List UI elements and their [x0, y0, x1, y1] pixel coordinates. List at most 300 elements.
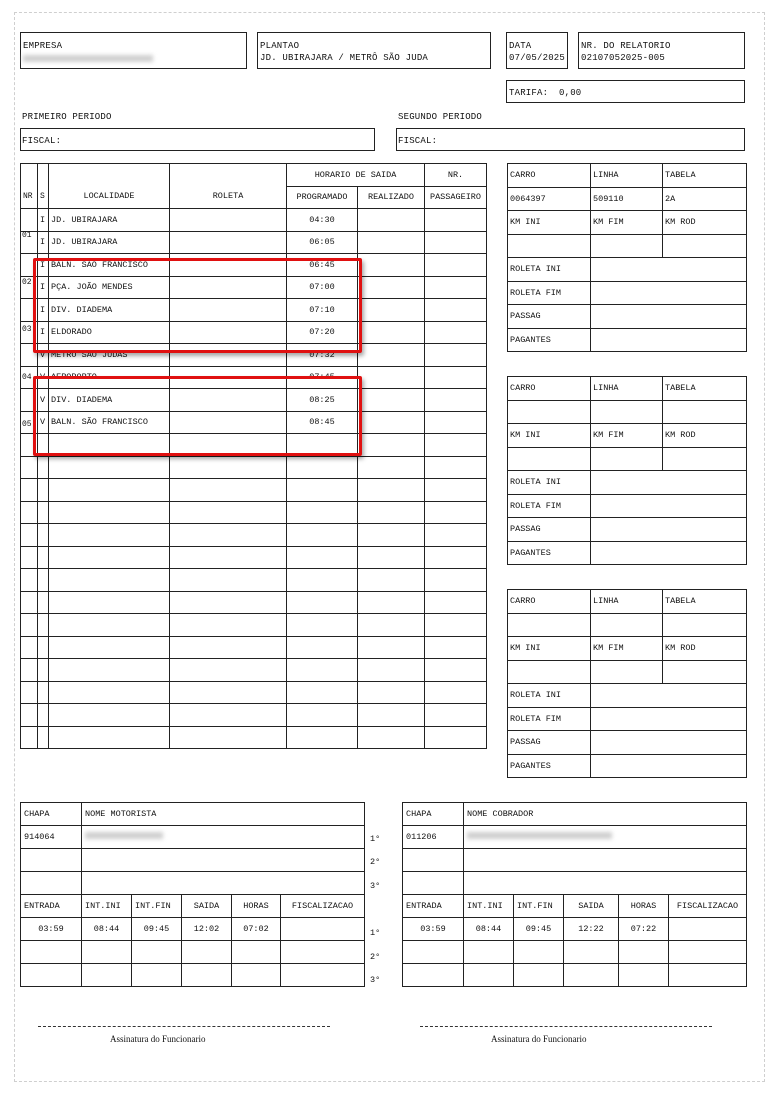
row-programado: 07:32 [287, 344, 358, 367]
table-row [21, 501, 487, 524]
row-passageiro [425, 636, 487, 659]
km-rod-label: KM ROD [663, 424, 747, 448]
vehicle-panel-2 [507, 376, 747, 565]
row-localidade: JD. UBIRAJARA [49, 209, 170, 232]
signature-label-1: Assinatura do Funcionario [110, 1034, 206, 1044]
row-realizado [358, 344, 425, 367]
row-nr [21, 591, 38, 614]
linha-label: LINHA [591, 377, 663, 401]
mot-intfin: 09:45 [132, 918, 182, 941]
nr-label: 02 [22, 278, 32, 287]
row-localidade [49, 659, 170, 682]
data-label: DATA [509, 41, 532, 51]
table-row [21, 254, 487, 277]
row-localidade: BALN. SÃO FRANCISCO [49, 411, 170, 434]
table-row [21, 411, 487, 434]
row-realizado [358, 456, 425, 479]
row-passageiro [425, 704, 487, 727]
empresa-redacted [23, 55, 153, 62]
fiscal2-box [396, 128, 745, 151]
row-roleta [170, 434, 287, 457]
row-programado [287, 569, 358, 592]
row-nr [21, 546, 38, 569]
tabela-value: 2A [663, 187, 747, 211]
row-nr [21, 659, 38, 682]
km-ini-label: KM INI [508, 211, 591, 235]
motorista-table [20, 802, 365, 987]
cobrador-nome-redacted [467, 832, 612, 839]
row-programado [287, 479, 358, 502]
plantao-value: JD. UBIRAJARA / METRÔ SÃO JUDA [260, 53, 429, 63]
ordinal-label: 2° [370, 952, 381, 962]
fiscal1-label: FISCAL: [22, 136, 62, 146]
row-programado [287, 659, 358, 682]
timetable [20, 163, 487, 749]
row-sentido: V [38, 389, 49, 412]
row-realizado [358, 569, 425, 592]
row-programado [287, 524, 358, 547]
row-roleta [170, 299, 287, 322]
fiscal1-box [20, 128, 375, 151]
row-programado [287, 636, 358, 659]
row-sentido [38, 681, 49, 704]
row-roleta [170, 479, 287, 502]
ordinal-label: 1° [370, 834, 381, 844]
roleta-ini-label: ROLETA INI [508, 258, 591, 282]
row-localidade [49, 704, 170, 727]
row-programado: 08:25 [287, 389, 358, 412]
row-realizado [358, 501, 425, 524]
row-programado [287, 681, 358, 704]
table-row [21, 434, 487, 457]
row-sentido: I [38, 254, 49, 277]
row-nr [21, 479, 38, 502]
row-roleta [170, 411, 287, 434]
row-sentido: V [38, 366, 49, 389]
motorista-nome-redacted [85, 832, 163, 839]
header-realizado: REALIZADO [358, 186, 425, 209]
row-passageiro [425, 209, 487, 232]
row-nr [21, 254, 38, 277]
row-passageiro [425, 681, 487, 704]
row-localidade [49, 636, 170, 659]
nr-label: 04 [22, 373, 32, 382]
row-sentido: I [38, 299, 49, 322]
chapa-label: CHAPA [21, 803, 82, 826]
row-passageiro [425, 389, 487, 412]
table-row [21, 681, 487, 704]
row-sentido: I [38, 231, 49, 254]
passag-label: PASSAG [508, 518, 591, 542]
row-nr [21, 614, 38, 637]
row-sentido [38, 659, 49, 682]
row-nr [21, 681, 38, 704]
row-roleta [170, 344, 287, 367]
row-sentido: V [38, 344, 49, 367]
row-programado [287, 546, 358, 569]
row-roleta [170, 546, 287, 569]
h-intfin: INT.FIN [514, 895, 564, 918]
row-passageiro [425, 366, 487, 389]
vehicle-panel-1 [507, 163, 747, 352]
row-sentido [38, 636, 49, 659]
row-roleta [170, 389, 287, 412]
row-passageiro [425, 501, 487, 524]
row-roleta [170, 231, 287, 254]
km-ini-label: KM INI [508, 637, 591, 661]
ordinal-label: 3° [370, 881, 381, 891]
row-realizado [358, 681, 425, 704]
row-passageiro [425, 591, 487, 614]
data-value: 07/05/2025 [509, 53, 566, 63]
row-programado: 06:45 [287, 254, 358, 277]
passag-label: PASSAG [508, 731, 591, 755]
h-intini: INT.INI [82, 895, 132, 918]
row-roleta [170, 366, 287, 389]
table-row [21, 524, 487, 547]
row-nr [21, 524, 38, 547]
row-programado: 04:30 [287, 209, 358, 232]
pagantes-label: PAGANTES [508, 754, 591, 778]
row-roleta [170, 276, 287, 299]
table-row [21, 456, 487, 479]
row-realizado [358, 524, 425, 547]
row-passageiro [425, 231, 487, 254]
row-programado: 08:45 [287, 411, 358, 434]
row-passageiro [425, 276, 487, 299]
linha-label: LINHA [591, 590, 663, 614]
row-programado [287, 591, 358, 614]
roleta-fim-label: ROLETA FIM [508, 281, 591, 305]
relatorio-value: 02107052025-005 [581, 53, 666, 63]
row-localidade [49, 614, 170, 637]
cob-horas: 07:22 [619, 918, 669, 941]
mot-saida: 12:02 [182, 918, 232, 941]
h-horas: HORAS [232, 895, 281, 918]
row-programado [287, 614, 358, 637]
table-row [21, 479, 487, 502]
row-roleta [170, 726, 287, 749]
km-fim-label: KM FIM [591, 424, 663, 448]
row-localidade: ELDORADO [49, 321, 170, 344]
row-nr [21, 456, 38, 479]
signature-label-2: Assinatura do Funcionario [491, 1034, 587, 1044]
row-sentido [38, 501, 49, 524]
row-programado: 07:20 [287, 321, 358, 344]
pagantes-label: PAGANTES [508, 541, 591, 565]
roleta-ini-label: ROLETA INI [508, 471, 591, 495]
row-localidade [49, 524, 170, 547]
tarifa-value: 0,00 [559, 88, 582, 98]
ordinal-label: 3° [370, 975, 381, 985]
row-nr [21, 209, 38, 232]
table-row [21, 614, 487, 637]
row-localidade: BALN. SÃO FRANCISCO [49, 254, 170, 277]
cob-intini: 08:44 [464, 918, 514, 941]
row-sentido [38, 591, 49, 614]
km-fim-label: KM FIM [591, 211, 663, 235]
row-roleta [170, 614, 287, 637]
row-passageiro [425, 726, 487, 749]
mot-entrada: 03:59 [21, 918, 82, 941]
row-roleta [170, 659, 287, 682]
nome-motorista-label: NOME MOTORISTA [82, 803, 365, 826]
table-row [21, 591, 487, 614]
row-nr [21, 569, 38, 592]
row-localidade: METRÔ SÃO JUDAS [49, 344, 170, 367]
row-realizado [358, 614, 425, 637]
tabela-label: TABELA [663, 164, 747, 188]
row-passageiro [425, 479, 487, 502]
row-roleta [170, 591, 287, 614]
row-realizado [358, 276, 425, 299]
h-intini: INT.INI [464, 895, 514, 918]
table-row [21, 659, 487, 682]
row-realizado [358, 389, 425, 412]
table-row [21, 389, 487, 412]
signature-line-1 [38, 1026, 330, 1027]
cobrador-chapa-value: 011206 [403, 826, 464, 849]
header-programado: PROGRAMADO [287, 186, 358, 209]
table-row [21, 321, 487, 344]
row-localidade: DIV. DIADEMA [49, 299, 170, 322]
row-passageiro [425, 569, 487, 592]
roleta-ini-label: ROLETA INI [508, 684, 591, 708]
h-entrada: ENTRADA [403, 895, 464, 918]
h-saida: SAIDA [564, 895, 619, 918]
table-row [21, 276, 487, 299]
row-localidade: PÇA. JOÃO MENDES [49, 276, 170, 299]
row-sentido [38, 614, 49, 637]
relatorio-box [578, 32, 745, 69]
row-localidade [49, 501, 170, 524]
row-localidade: AEROPORTO [49, 366, 170, 389]
signature-line-2 [420, 1026, 712, 1027]
table-row [21, 299, 487, 322]
mot-horas: 07:02 [232, 918, 281, 941]
header-passageiro: PASSAGEIRO [425, 186, 487, 209]
nr-label: 03 [22, 325, 32, 334]
row-roleta [170, 254, 287, 277]
row-sentido [38, 704, 49, 727]
row-localidade: JD. UBIRAJARA [49, 231, 170, 254]
km-rod-label: KM ROD [663, 211, 747, 235]
linha-value: 509110 [591, 187, 663, 211]
header-roleta: ROLETA [170, 164, 287, 209]
roleta-fim-label: ROLETA FIM [508, 494, 591, 518]
h-horas: HORAS [619, 895, 669, 918]
row-roleta [170, 456, 287, 479]
row-programado: 07:00 [287, 276, 358, 299]
row-passageiro [425, 614, 487, 637]
empresa-box [20, 32, 247, 69]
row-nr [21, 501, 38, 524]
row-programado [287, 434, 358, 457]
tarifa-label: TARIFA: [509, 88, 549, 98]
nr-label: 01 [22, 231, 32, 240]
pagantes-label: PAGANTES [508, 328, 591, 352]
table-row [21, 344, 487, 367]
row-passageiro [425, 434, 487, 457]
row-localidade [49, 681, 170, 704]
h-fiscalizacao: FISCALIZACAO [281, 895, 365, 918]
ordinal-label: 2° [370, 857, 381, 867]
row-roleta [170, 704, 287, 727]
empresa-label: EMPRESA [23, 41, 63, 51]
row-roleta [170, 569, 287, 592]
tarifa-box [506, 80, 745, 103]
cob-intfin: 09:45 [514, 918, 564, 941]
header-nr: NR [21, 164, 38, 209]
row-localidade [49, 569, 170, 592]
row-realizado [358, 411, 425, 434]
passag-label: PASSAG [508, 305, 591, 329]
row-sentido: I [38, 276, 49, 299]
carro-label: CARRO [508, 164, 591, 188]
h-intfin: INT.FIN [132, 895, 182, 918]
row-passageiro [425, 299, 487, 322]
mot-intini: 08:44 [82, 918, 132, 941]
motorista-chapa-value: 914064 [21, 826, 82, 849]
row-programado: 06:05 [287, 231, 358, 254]
nr-label: 05 [22, 420, 32, 429]
row-roleta [170, 501, 287, 524]
row-programado [287, 501, 358, 524]
row-nr [21, 434, 38, 457]
row-realizado [358, 434, 425, 457]
header-nr2: NR. [425, 164, 487, 187]
table-row [21, 726, 487, 749]
row-sentido [38, 434, 49, 457]
table-row [21, 569, 487, 592]
chapa-label: CHAPA [403, 803, 464, 826]
row-realizado [358, 254, 425, 277]
km-ini-label: KM INI [508, 424, 591, 448]
row-realizado [358, 659, 425, 682]
row-roleta [170, 636, 287, 659]
km-fim-label: KM FIM [591, 637, 663, 661]
row-localidade [49, 456, 170, 479]
row-sentido [38, 546, 49, 569]
h-saida: SAIDA [182, 895, 232, 918]
row-roleta [170, 681, 287, 704]
header-horario: HORARIO DE SAIDA [287, 164, 425, 187]
row-passageiro [425, 659, 487, 682]
relatorio-label: NR. DO RELATORIO [581, 41, 671, 51]
row-sentido: I [38, 209, 49, 232]
row-sentido: I [38, 321, 49, 344]
row-sentido [38, 524, 49, 547]
table-row [21, 704, 487, 727]
plantao-label: PLANTAO [260, 41, 300, 51]
row-realizado [358, 704, 425, 727]
table-row [21, 366, 487, 389]
row-localidade [49, 546, 170, 569]
row-programado: 07:10 [287, 299, 358, 322]
table-row [21, 546, 487, 569]
row-sentido [38, 569, 49, 592]
row-nr [21, 344, 38, 367]
row-sentido [38, 726, 49, 749]
row-sentido [38, 479, 49, 502]
row-sentido [38, 456, 49, 479]
table-row [21, 231, 487, 254]
row-passageiro [425, 344, 487, 367]
row-realizado [358, 726, 425, 749]
cobrador-table [402, 802, 747, 987]
h-entrada: ENTRADA [21, 895, 82, 918]
row-localidade [49, 479, 170, 502]
table-row [21, 209, 487, 232]
primeiro-periodo-label: PRIMEIRO PERIODO [22, 112, 112, 122]
row-nr [21, 299, 38, 322]
row-passageiro [425, 546, 487, 569]
header-s: S [38, 164, 49, 209]
row-programado [287, 726, 358, 749]
row-realizado [358, 479, 425, 502]
row-programado: 07:45 [287, 366, 358, 389]
cob-entrada: 03:59 [403, 918, 464, 941]
table-row [21, 636, 487, 659]
row-passageiro [425, 524, 487, 547]
row-localidade [49, 591, 170, 614]
row-passageiro [425, 411, 487, 434]
km-rod-label: KM ROD [663, 637, 747, 661]
h-fiscalizacao: FISCALIZACAO [669, 895, 747, 918]
fiscal2-label: FISCAL: [398, 136, 438, 146]
row-localidade [49, 726, 170, 749]
row-programado [287, 456, 358, 479]
row-passageiro [425, 254, 487, 277]
vehicle-panel-3 [507, 589, 747, 778]
linha-label: LINHA [591, 164, 663, 188]
row-realizado [358, 209, 425, 232]
row-passageiro [425, 456, 487, 479]
row-localidade [49, 434, 170, 457]
row-sentido: V [38, 411, 49, 434]
plantao-box [257, 32, 491, 69]
row-localidade: DIV. DIADEMA [49, 389, 170, 412]
row-realizado [358, 366, 425, 389]
row-realizado [358, 591, 425, 614]
carro-label: CARRO [508, 590, 591, 614]
roleta-fim-label: ROLETA FIM [508, 707, 591, 731]
header-localidade: LOCALIDADE [49, 164, 170, 209]
carro-label: CARRO [508, 377, 591, 401]
carro-value: 0064397 [508, 187, 591, 211]
row-realizado [358, 231, 425, 254]
row-nr [21, 704, 38, 727]
row-roleta [170, 524, 287, 547]
row-nr [21, 726, 38, 749]
row-nr [21, 389, 38, 412]
row-realizado [358, 321, 425, 344]
row-roleta [170, 209, 287, 232]
data-box [506, 32, 568, 69]
row-realizado [358, 546, 425, 569]
row-realizado [358, 299, 425, 322]
row-passageiro [425, 321, 487, 344]
ordinal-label: 1° [370, 928, 381, 938]
segundo-periodo-label: SEGUNDO PERIODO [398, 112, 483, 122]
cob-saida: 12:22 [564, 918, 619, 941]
tabela-label: TABELA [663, 377, 747, 401]
tabela-label: TABELA [663, 590, 747, 614]
row-realizado [358, 636, 425, 659]
nome-cobrador-label: NOME COBRADOR [464, 803, 747, 826]
row-nr [21, 636, 38, 659]
row-roleta [170, 321, 287, 344]
